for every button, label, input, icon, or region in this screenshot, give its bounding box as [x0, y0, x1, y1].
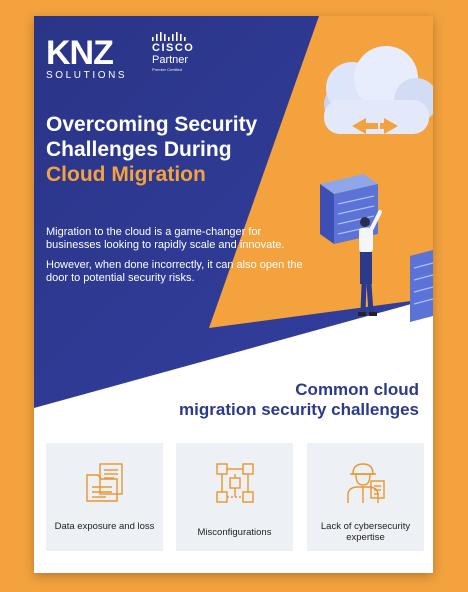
- intro-text: [46, 226, 306, 285]
- infographic-page: [34, 16, 433, 573]
- logo-tagline: SOLUTIONS: [46, 70, 128, 81]
- server-rack-icon: [410, 250, 433, 322]
- section-heading-line-2: migration security challenges: [179, 400, 419, 419]
- logo-name: KNZ: [46, 34, 113, 72]
- card-label: Misconfigurations: [197, 527, 272, 538]
- network-config-icon: [214, 461, 256, 505]
- card-data-exposure: [46, 443, 163, 551]
- section-heading: [99, 380, 419, 420]
- card-cybersecurity-expertise: [307, 443, 424, 551]
- title-line-1: Overcoming Security: [46, 113, 258, 136]
- title-line-2: Challenges During: [46, 138, 232, 161]
- page-title: [46, 112, 306, 187]
- partner-status: Premier Certified: [152, 67, 183, 72]
- knz-logo[interactable]: [46, 34, 128, 82]
- card-label: Lack of cybersecurity expertise: [320, 521, 411, 543]
- card-misconfigurations: [176, 443, 293, 551]
- partner-label: Partner: [152, 54, 189, 66]
- engineer-hardhat-icon: [345, 461, 387, 505]
- challenge-cards: [46, 443, 424, 553]
- card-label: Data exposure and loss: [54, 521, 155, 532]
- folder-document-icon: [84, 461, 126, 505]
- partner-company: CISCO: [152, 42, 195, 54]
- intro-paragraph-2: However, when done incorrectly, it can also open the door to potential security risks.: [46, 259, 303, 284]
- cisco-partner-badge: [152, 32, 194, 73]
- cisco-bars-icon: [152, 32, 188, 42]
- section-heading-line-1: Common cloud: [295, 380, 419, 399]
- title-highlight: Cloud Migration: [46, 163, 206, 186]
- intro-paragraph-1: Migration to the cloud is a game-changer for businesses looking to rapidly scale and innovate.: [46, 226, 285, 251]
